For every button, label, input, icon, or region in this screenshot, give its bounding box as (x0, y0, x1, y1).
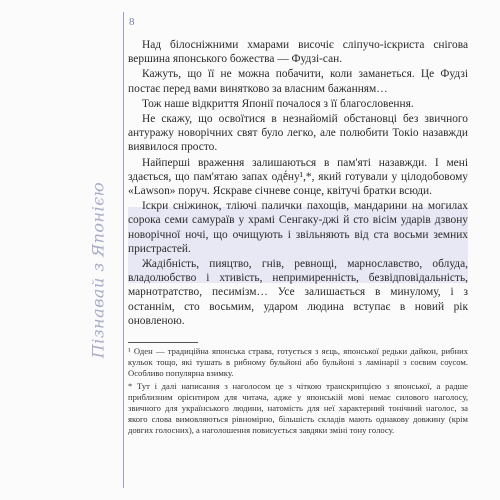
body-text (128, 38, 468, 329)
paragraph: Кажуть, що її не можна побачити, коли заманеться. Це Фудзі постає перед вами винятково за власним бажанням… (128, 68, 468, 95)
paragraph: Іскри сніжинок, тліючі палички пахощів, мандарини на могилах сорока семи самураїв у храмі Сенгаку-джі й сто вісім ударів дзвону новорічної ночі, що очищують і звільняють від ста восьми земних пристрастей. (128, 200, 468, 255)
footnotes (128, 346, 468, 438)
paragraph: Жадібність, пияцтво, гнів, ревнощі, марнославство, облуда, владолюбство і хтивість, непримиренність, безвідповідальність, марнотратство, песимізм… Усе залишається в минулому, і з останнім, сто восьмим, ударом людина вступає в новий рік оновленою. (128, 258, 468, 327)
footnote-divider (128, 342, 198, 343)
paragraph: Не скажу, що освоїтися в незнайомій обстановці без звичного антуражу новорічних свят було легко, але полюбити Токіо назавжди виявилося просто. (128, 113, 468, 154)
paragraph: Над білосніжними хмарами височіє сліпучо-іскриста снігова вершина японського божества — Фудзі-сан. (128, 39, 468, 66)
footnote: ¹ Оден — традиційна японська страва, готується з яєць, японської редьки дайкон, рибних кульок тощо, які тушать в рибному бульйоні або бульйоні з ламінарії з соєвим соусом. Особливо популярна взимку. (128, 346, 468, 379)
page-number: 8 (129, 16, 135, 28)
paragraph: Найперші враження залишаються в пам'яті назавжди. І мені здається, що пам'ятаю запах одḗну¹,*, який готували у цілодобовому «Lawson» поруч. Яскраве січневе сонце, квітучі братки всюди. (128, 156, 468, 198)
margin-rule (123, 12, 124, 488)
running-side-title: Пізнавай з Японією (88, 181, 108, 359)
paragraph: Тож наше відкриття Японії почалося з її благословення. (142, 97, 414, 110)
footnote: * Тут і далі написання з наголосом це з чіткою транскрипцією з японської, а радше приблизним орієнтиром для читача, адже у японській мові немає силового наголосу, звичного для українського людини, натомість для неї характерний тонічний наголос, за якого слова вимовляються рівномірно, більшість складів мають однакову довжину (крім довгих голосних), а наголошення повисується завдяки зміні тону голосу. (128, 380, 468, 436)
